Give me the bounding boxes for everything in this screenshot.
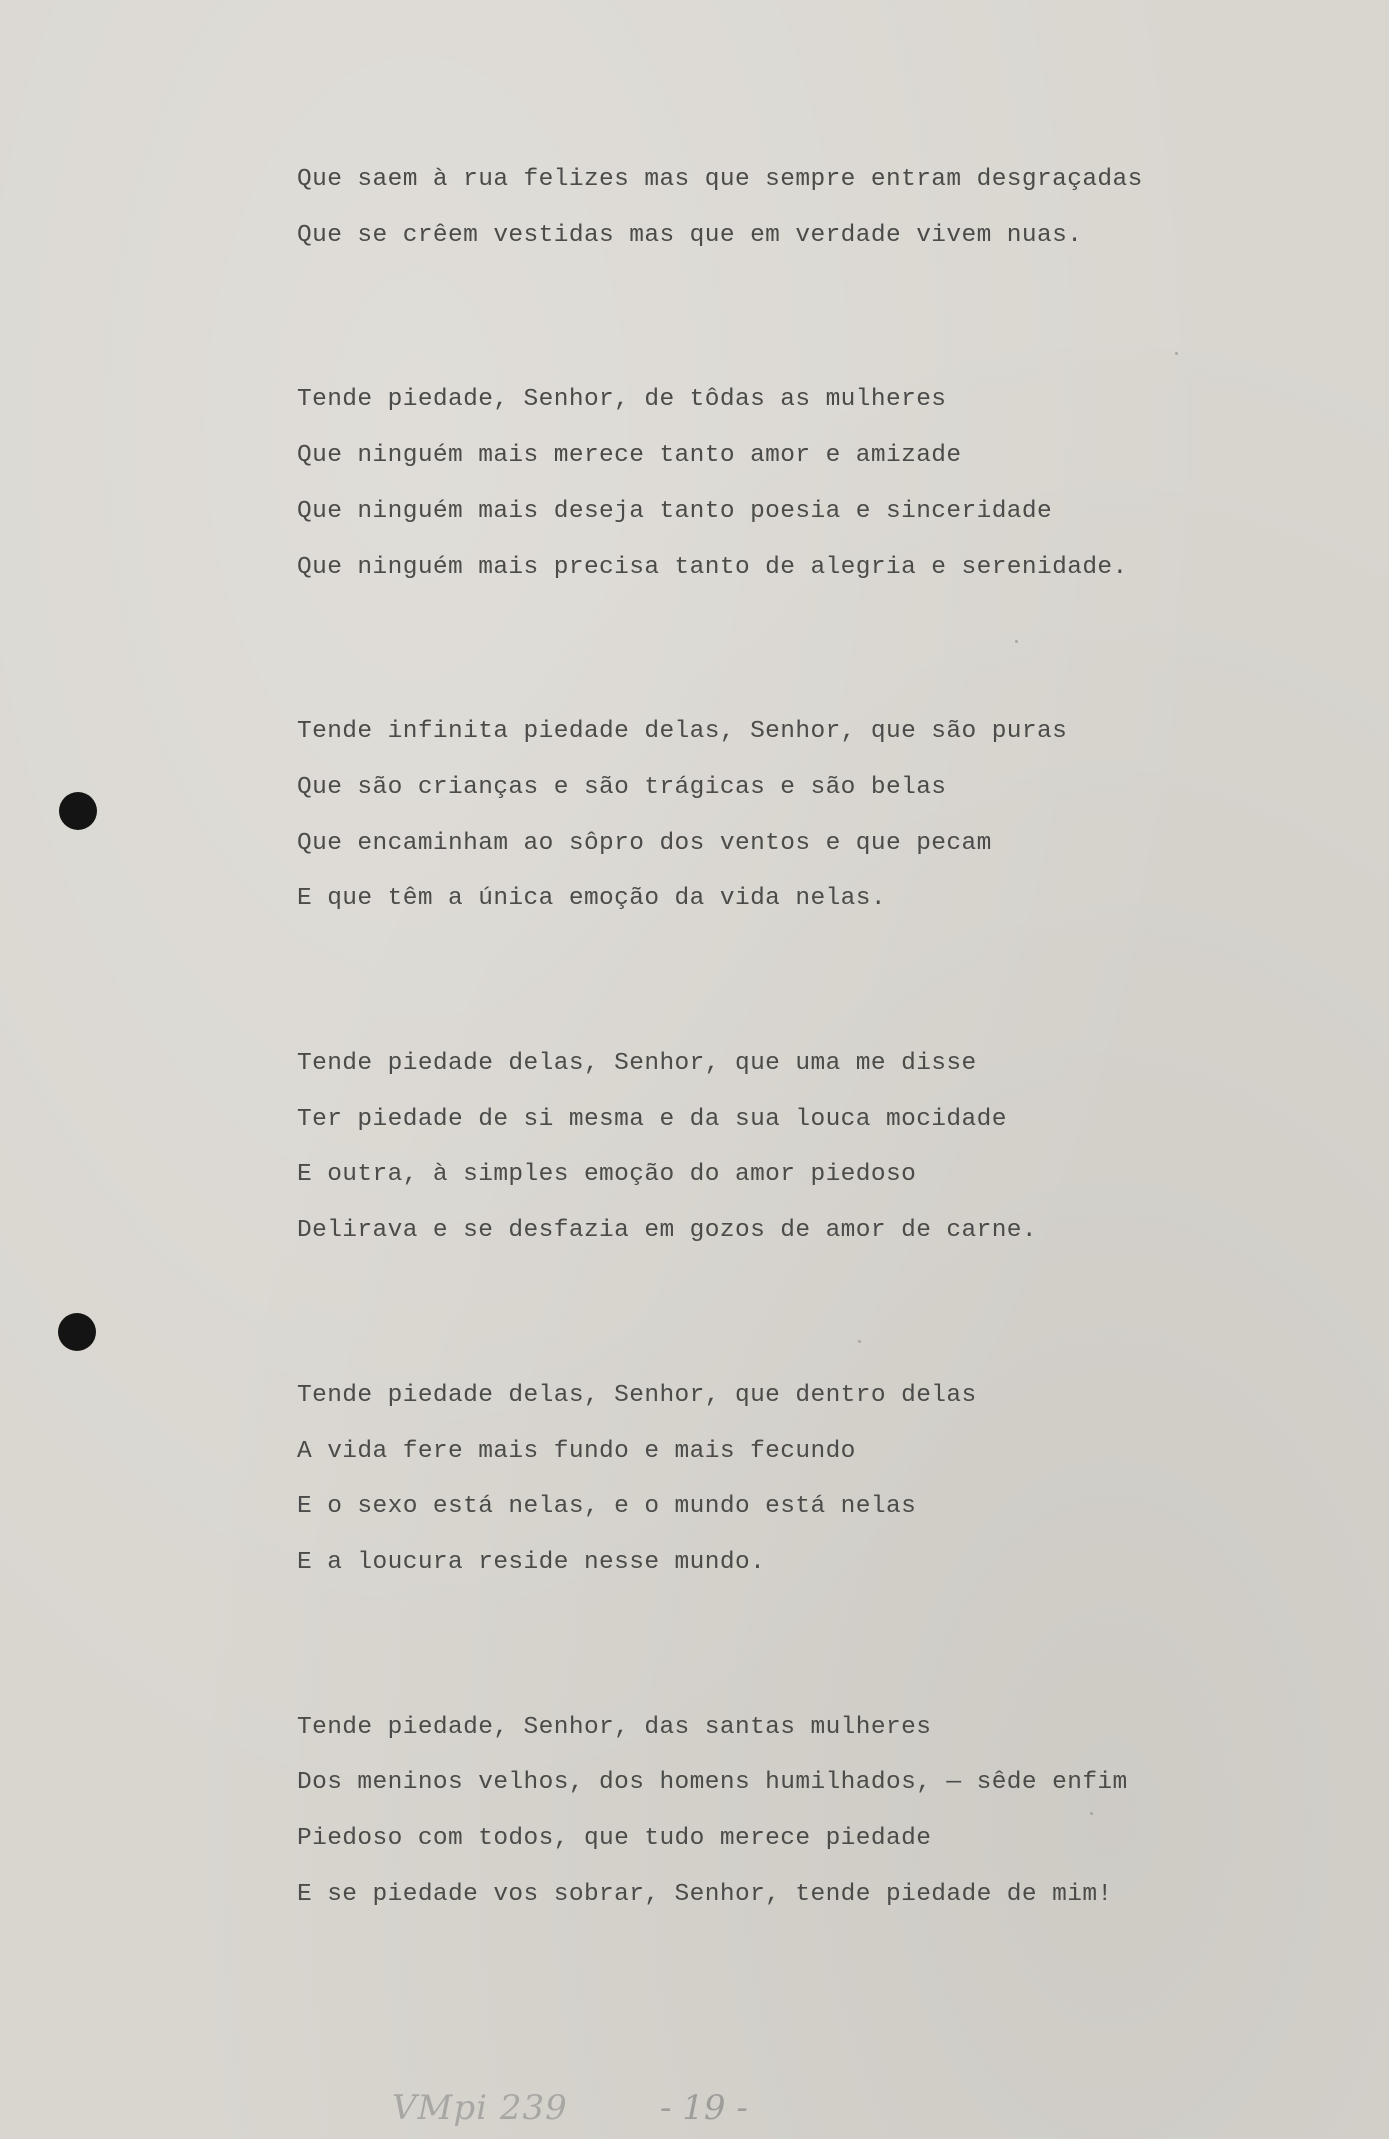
- stanza: [297, 372, 1357, 595]
- poem-line: Dos meninos velhos, dos homens humilhados, — sêde enfim: [297, 1769, 1128, 1797]
- poem-line: Tende piedade delas, Senhor, que uma me disse: [297, 1050, 977, 1078]
- poem-body: [297, 152, 1357, 1922]
- punch-hole: [58, 1313, 96, 1351]
- poem-line: Ter piedade de si mesma e da sua louca mocidade: [297, 1105, 1007, 1133]
- paper-speck: [858, 1340, 861, 1343]
- stanza: [297, 1368, 1357, 1591]
- poem-line: Que saem à rua felizes mas que sempre entram desgraçadas: [297, 166, 1143, 193]
- poem-line: Que ninguém mais precisa tanto de alegria e serenidade.: [297, 553, 1128, 581]
- poem-line: Que encaminham ao sôpro dos ventos e que pecam: [297, 829, 992, 857]
- poem-line: E o sexo está nelas, e o mundo está nelas: [297, 1493, 917, 1521]
- poem-line: Tende piedade, Senhor, das santas mulheres: [297, 1713, 932, 1741]
- poem-line: E que têm a única emoção da vida nelas.: [297, 885, 886, 913]
- poem-line: Tende infinita piedade delas, Senhor, que são puras: [297, 718, 1068, 746]
- poem-line: A vida fere mais fundo e mais fecundo: [297, 1437, 856, 1465]
- archive-catalog-mark: VMpi 239: [392, 2088, 568, 2128]
- stanza: [297, 704, 1357, 927]
- stanza: [297, 1700, 1357, 1923]
- poem-line: Piedoso com todos, que tudo merece piedade: [297, 1825, 932, 1853]
- poem-line: Tende piedade delas, Senhor, que dentro delas: [297, 1381, 977, 1409]
- paper-speck: [1015, 640, 1018, 643]
- poem-line: E a loucura reside nesse mundo.: [297, 1548, 766, 1576]
- stanza: [297, 1036, 1357, 1259]
- poem-line: Que são crianças e são trágicas e são belas: [297, 773, 947, 801]
- poem-line: Tende piedade, Senhor, de tôdas as mulheres: [297, 386, 947, 414]
- poem-line: Que ninguém mais deseja tanto poesia e sinceridade: [297, 497, 1053, 525]
- stanza: [297, 152, 1357, 263]
- poem-line: E outra, à simples emoção do amor piedoso: [297, 1161, 917, 1189]
- poem-line: E se piedade vos sobrar, Senhor, tende piedade de mim!: [297, 1880, 1113, 1908]
- page-footer: [0, 2088, 1389, 2128]
- poem-line: Que ninguém mais merece tanto amor e amizade: [297, 442, 962, 470]
- paper-speck: [1175, 352, 1178, 355]
- poem-line: Delirava e se desfazia em gozos de amor de carne.: [297, 1217, 1038, 1245]
- paper-speck: [1090, 1812, 1093, 1815]
- page-number: - 19 -: [660, 2088, 748, 2128]
- punch-hole: [59, 792, 97, 830]
- poem-line: Que se crêem vestidas mas que em verdade vivem nuas.: [297, 221, 1083, 249]
